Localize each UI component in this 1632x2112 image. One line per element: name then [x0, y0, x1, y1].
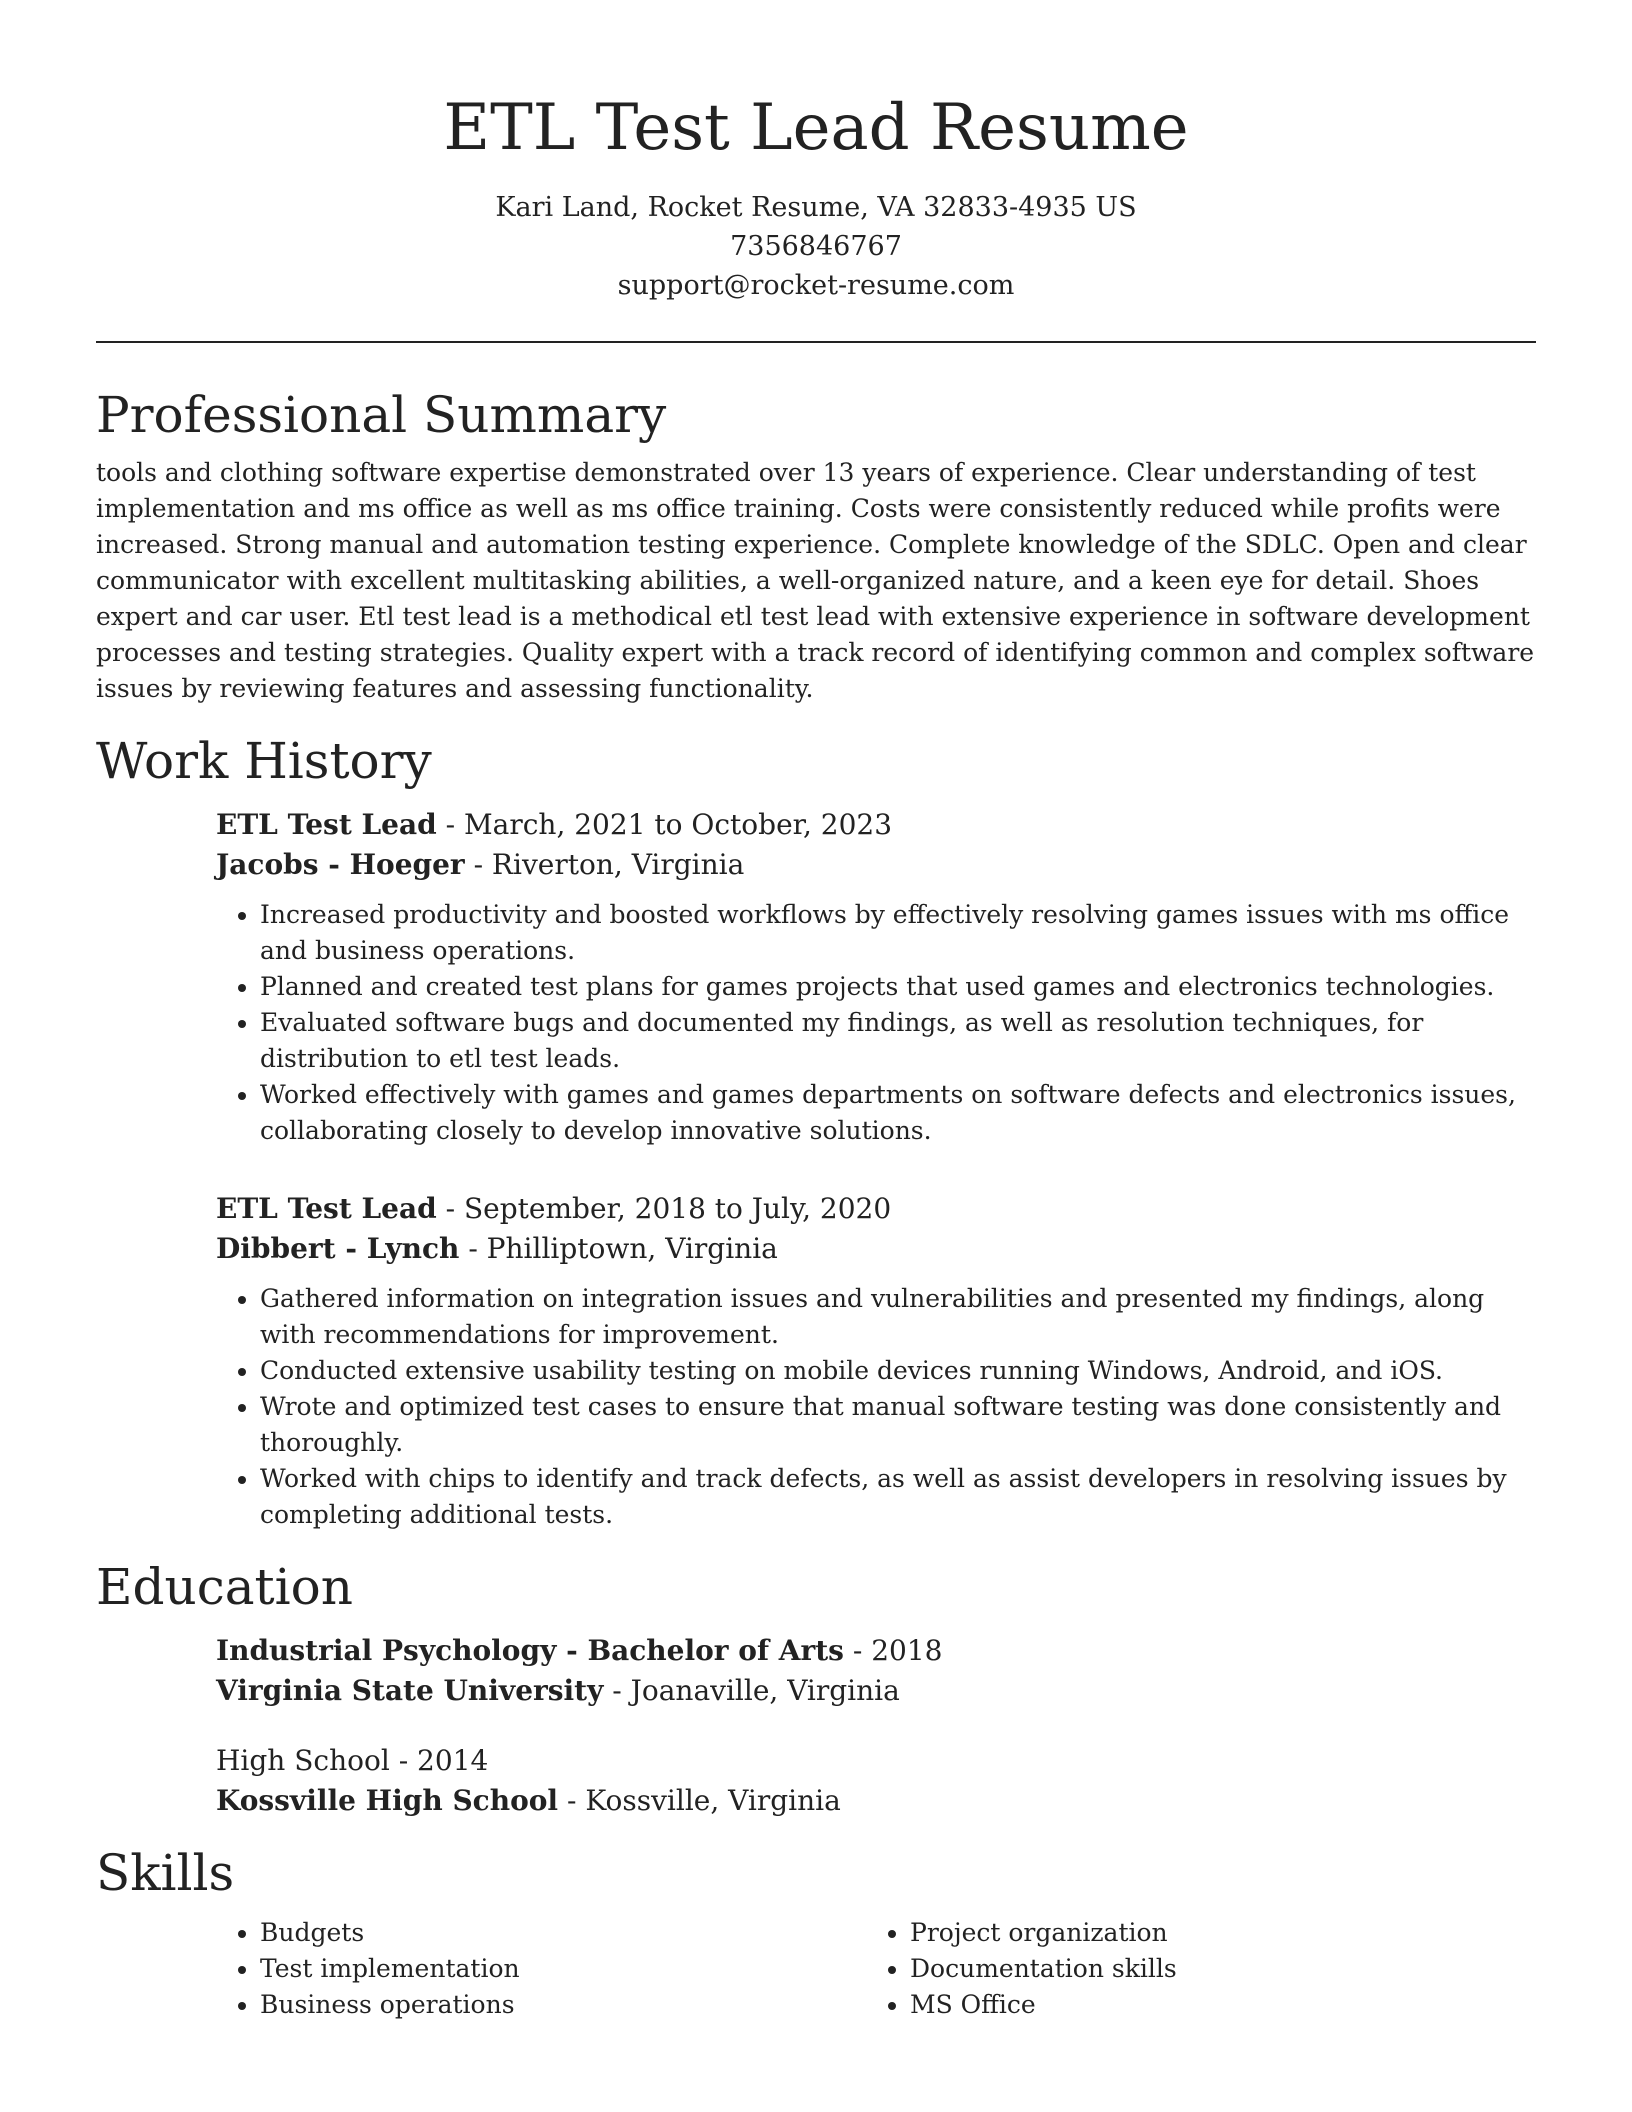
- list-item: • Documentation skills: [910, 1951, 1516, 1987]
- education-school: Virginia State University: [216, 1674, 604, 1707]
- work-history-heading: Work History: [96, 732, 432, 790]
- list-item: • MS Office: [910, 1987, 1516, 2023]
- summary-section: [96, 383, 1536, 707]
- job-company: Dibbert - Lynch: [216, 1232, 460, 1265]
- education-section: [96, 1555, 1536, 1821]
- job-bullets: [216, 1281, 1536, 1533]
- education-degree-line: [216, 1741, 1536, 1781]
- list-item: • Budgets: [260, 1915, 866, 1951]
- job-entry: [216, 1189, 1536, 1533]
- list-item: • Gathered information on integration issues and vulnerabilities and presented my findings, along with recommendations for improvement.: [260, 1281, 1536, 1353]
- education-location: - Joanaville, Virginia: [603, 1674, 900, 1707]
- skills-grid: [216, 1915, 1536, 2023]
- education-degree-line: [216, 1631, 1536, 1671]
- header-divider: [96, 341, 1536, 343]
- education-entry: [216, 1741, 1536, 1821]
- skills-heading: Skills: [96, 1844, 235, 1902]
- list-item: • Project organization: [910, 1915, 1516, 1951]
- skills-list-right: [866, 1915, 1516, 2023]
- education-location: - Kossville, Virginia: [558, 1784, 841, 1817]
- job-company-line: [216, 845, 1536, 885]
- job-company: Jacobs - Hoeger: [216, 848, 465, 881]
- job-dates: - March, 2021 to October, 2023: [436, 808, 893, 841]
- job-title: ETL Test Lead: [216, 1192, 437, 1225]
- resume-title: ETL Test Lead Resume: [443, 91, 1189, 165]
- skills-section: [96, 1841, 1536, 2023]
- work-history-section: [96, 729, 1536, 1533]
- list-item: • Test implementation: [260, 1951, 866, 1987]
- education-field: High School: [216, 1744, 390, 1777]
- contact-email: support@rocket-resume.com: [617, 270, 1015, 301]
- list-item: • Worked with chips to identify and track defects, as well as assist developers in resolving issues by completing additional tests.: [260, 1461, 1536, 1533]
- job-title: ETL Test Lead: [216, 808, 437, 841]
- list-item: • Evaluated software bugs and documented my findings, as well as resolution techniques, for distribution to etl test leads.: [260, 1005, 1536, 1077]
- list-item: • Business operations: [260, 1987, 866, 2023]
- job-company-line: [216, 1229, 1536, 1269]
- list-item: • Planned and created test plans for games projects that used games and electronics technologies.: [260, 969, 1536, 1005]
- education-year: - 2018: [843, 1634, 943, 1667]
- contact-block: [96, 188, 1536, 305]
- education-heading: Education: [96, 1558, 353, 1616]
- job-entry: [216, 805, 1536, 1149]
- education-school-line: [216, 1781, 1536, 1821]
- list-item: • Wrote and optimized test cases to ensure that manual software testing was done consistently and thoroughly.: [260, 1389, 1536, 1461]
- education-entry: [216, 1631, 1536, 1711]
- summary-text: tools and clothing software expertise demonstrated over 13 years of experience. Clear understanding of test implementation and ms office as well as ms office training. Costs were consistently reduced while profits were increased. Strong manual and automation testing experience. Complete knowledge of the SDLC. Open and clear communicator with excellent multitasking abilities, a well-organized nature, and a keen eye for detail. Shoes expert and car user. Etl test lead is a methodical etl test lead with extensive experience in software development processes and testing strategies. Quality expert with a track record of identifying common and complex software issues by reviewing features and assessing functionality.: [96, 458, 1535, 703]
- job-title-line: [216, 1189, 1536, 1229]
- education-year: - 2014: [389, 1744, 489, 1777]
- job-location: - Philliptown, Virginia: [459, 1232, 778, 1265]
- list-item: • Conducted extensive usability testing on mobile devices running Windows, Android, and iOS.: [260, 1353, 1536, 1389]
- list-item: • Worked effectively with games and games departments on software defects and electronics issues, collaborating closely to develop innovative solutions.: [260, 1077, 1536, 1149]
- contact-phone: 7356846767: [730, 231, 902, 262]
- job-title-line: [216, 805, 1536, 845]
- job-location: - Riverton, Virginia: [464, 848, 745, 881]
- summary-heading: Professional Summary: [96, 386, 667, 444]
- contact-address: Kari Land, Rocket Resume, VA 32833-4935 US: [495, 192, 1137, 223]
- skills-list-left: [216, 1915, 866, 2023]
- list-item: • Increased productivity and boosted workflows by effectively resolving games issues with ms office and business operations.: [260, 897, 1536, 969]
- job-dates: - September, 2018 to July, 2020: [436, 1192, 892, 1225]
- education-school-line: [216, 1671, 1536, 1711]
- education-school: Kossville High School: [216, 1784, 559, 1817]
- job-bullets: [216, 897, 1536, 1149]
- education-field: Industrial Psychology - Bachelor of Arts: [216, 1634, 844, 1667]
